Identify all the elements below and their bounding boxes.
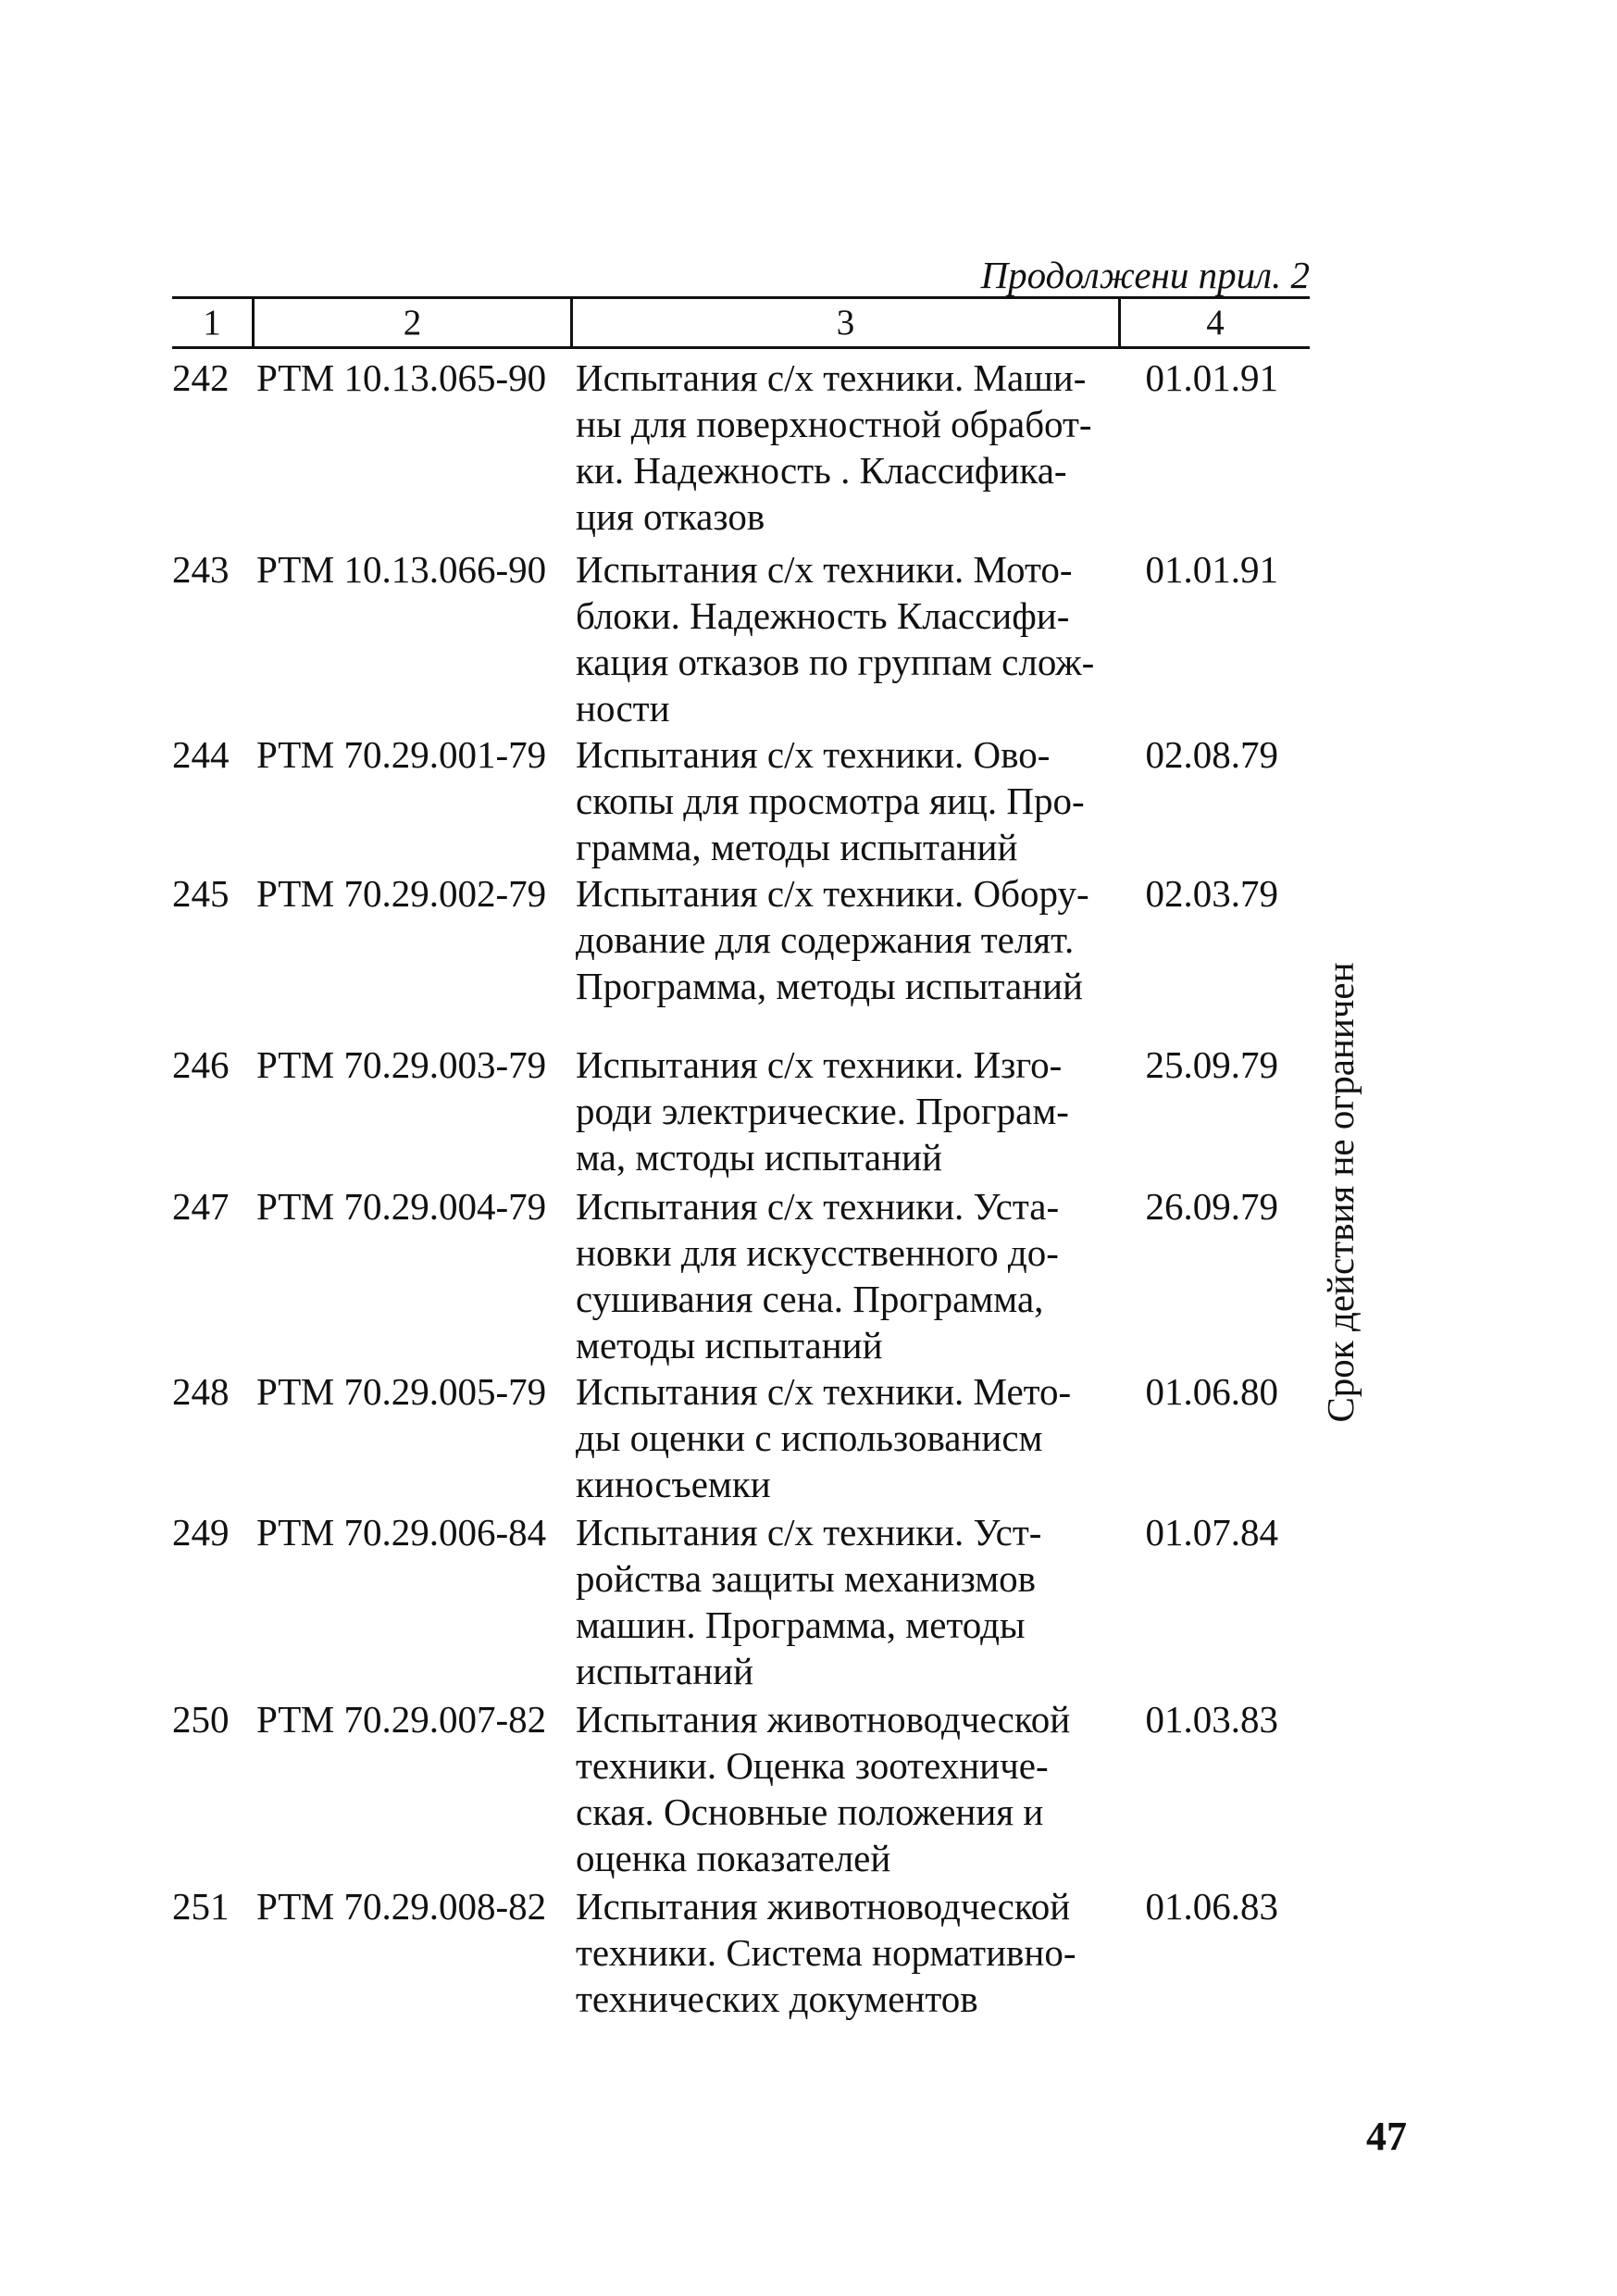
document-title — [576, 731, 1113, 870]
document-title-line: ская. Основные положения и — [576, 1791, 1044, 1833]
document-title-line: Испытания с/х техники. Маши- — [576, 356, 1087, 399]
document-title — [576, 1183, 1113, 1368]
document-title-line: техники. Система нормативно- — [576, 1931, 1076, 1974]
document-title-line: испытаний — [576, 1650, 754, 1692]
document-title-line: Испытания с/х техники. Обору- — [576, 872, 1089, 915]
continuation-note: Продолжени прил. 2 — [980, 254, 1310, 296]
row-number: 243 — [172, 548, 230, 591]
document-title-line: машин. Программа, методы — [576, 1603, 1026, 1646]
document-title-line: новки для искусственного до- — [576, 1231, 1059, 1274]
document-title — [576, 355, 1113, 540]
header-bottom-rule — [172, 346, 1310, 349]
document-code: РТМ 70.29.004-79 — [256, 1185, 547, 1228]
header-col-1: 1 — [203, 303, 221, 343]
effective-date: 01.01.91 — [1145, 548, 1278, 591]
document-title-line: технических документов — [576, 1978, 978, 2020]
document-code: РТМ 70.29.008-82 — [256, 1885, 547, 1928]
document-title-line: Испытания с/х техники. Уста- — [576, 1185, 1060, 1228]
effective-date: 26.09.79 — [1145, 1185, 1278, 1228]
header-col-2: 2 — [403, 303, 422, 343]
document-title-line: Испытания с/х техники. Мето- — [576, 1370, 1072, 1413]
document-title-line: Испытания с/х техники. Мото- — [576, 548, 1073, 591]
document-code: РТМ 70.29.007-82 — [256, 1698, 547, 1741]
document-title-line: ности — [576, 687, 670, 730]
header-col-4: 4 — [1206, 303, 1225, 343]
document-title-line: ды оценки с использованисм — [576, 1416, 1043, 1459]
effective-date: 01.03.83 — [1145, 1698, 1278, 1741]
row-number: 249 — [172, 1511, 230, 1554]
document-title-line: ны для поверхностной обработ- — [576, 403, 1092, 445]
document-title — [576, 1509, 1113, 1694]
effective-date: 02.08.79 — [1145, 733, 1278, 776]
page-number: 47 — [1366, 2114, 1407, 2159]
document-title-line: сушивания сена. Программа, — [576, 1278, 1044, 1320]
document-title-line: дование для содержания телят. — [576, 918, 1075, 961]
effective-date: 01.07.84 — [1145, 1511, 1278, 1554]
document-title-line: Испытания животноводческой — [576, 1885, 1071, 1928]
document-title-line: скопы для просмотра яиц. Про- — [576, 780, 1085, 822]
document-title-line: Испытания с/х техники. Ово- — [576, 733, 1051, 776]
row-number: 250 — [172, 1698, 230, 1741]
document-title-line: Программа, методы испытаний — [576, 965, 1083, 1007]
document-title-line: ция отказов — [576, 495, 765, 538]
document-title-line: оценка показателей — [576, 1837, 891, 1879]
row-number: 242 — [172, 356, 230, 399]
row-number: 244 — [172, 733, 230, 776]
effective-date: 01.06.83 — [1145, 1885, 1278, 1928]
document-title-line: киносъемки — [576, 1463, 771, 1505]
document-title — [576, 1696, 1113, 1881]
document-title — [576, 1042, 1113, 1180]
row-number: 245 — [172, 872, 230, 915]
document-code: РТМ 70.29.001-79 — [256, 733, 547, 776]
effective-date: 25.09.79 — [1145, 1043, 1278, 1086]
document-title-line: Испытания с/х техники. Изго- — [576, 1043, 1063, 1086]
effective-date: 02.03.79 — [1145, 872, 1278, 915]
document-code: РТМ 10.13.065-90 — [256, 356, 547, 399]
row-number: 247 — [172, 1185, 230, 1228]
document-title — [576, 1883, 1113, 2022]
document-title-line: методы испытаний — [576, 1324, 883, 1366]
document-title — [576, 870, 1113, 1009]
document-title-line: ки. Надежность . Классифика- — [576, 449, 1067, 492]
document-code: РТМ 70.29.006-84 — [256, 1511, 547, 1554]
document-code: РТМ 70.29.003-79 — [256, 1043, 547, 1086]
row-number: 248 — [172, 1370, 230, 1413]
document-title-line: кация отказов по группам слож- — [576, 641, 1095, 683]
document-title-line: Испытания с/х техники. Уст- — [576, 1511, 1042, 1554]
document-title-line: ройства защиты механизмов — [576, 1557, 1037, 1600]
row-number: 251 — [172, 1885, 230, 1928]
document-title-line: роди электрические. Програм- — [576, 1090, 1069, 1132]
document-title — [576, 1368, 1113, 1507]
effective-date: 01.06.80 — [1145, 1370, 1278, 1413]
document-code: РТМ 70.29.005-79 — [256, 1370, 547, 1413]
document-code: РТМ 10.13.066-90 — [256, 548, 547, 591]
document-code: РТМ 70.29.002-79 — [256, 872, 547, 915]
document-title-line: ма, мстоды испытаний — [576, 1136, 942, 1179]
document-title-line: грамма, методы испытаний — [576, 826, 1018, 868]
document-title — [576, 546, 1113, 731]
document-title-line: техники. Оценка зоотехниче- — [576, 1744, 1049, 1787]
validity-note: Срок действия не ограничен — [1319, 962, 1362, 1423]
effective-date: 01.01.91 — [1145, 356, 1278, 399]
document-title-line: Испытания животноводческой — [576, 1698, 1071, 1741]
document-title-line: блоки. Надежность Классифи- — [576, 594, 1070, 637]
header-col-3: 3 — [836, 303, 855, 343]
row-number: 246 — [172, 1043, 230, 1086]
